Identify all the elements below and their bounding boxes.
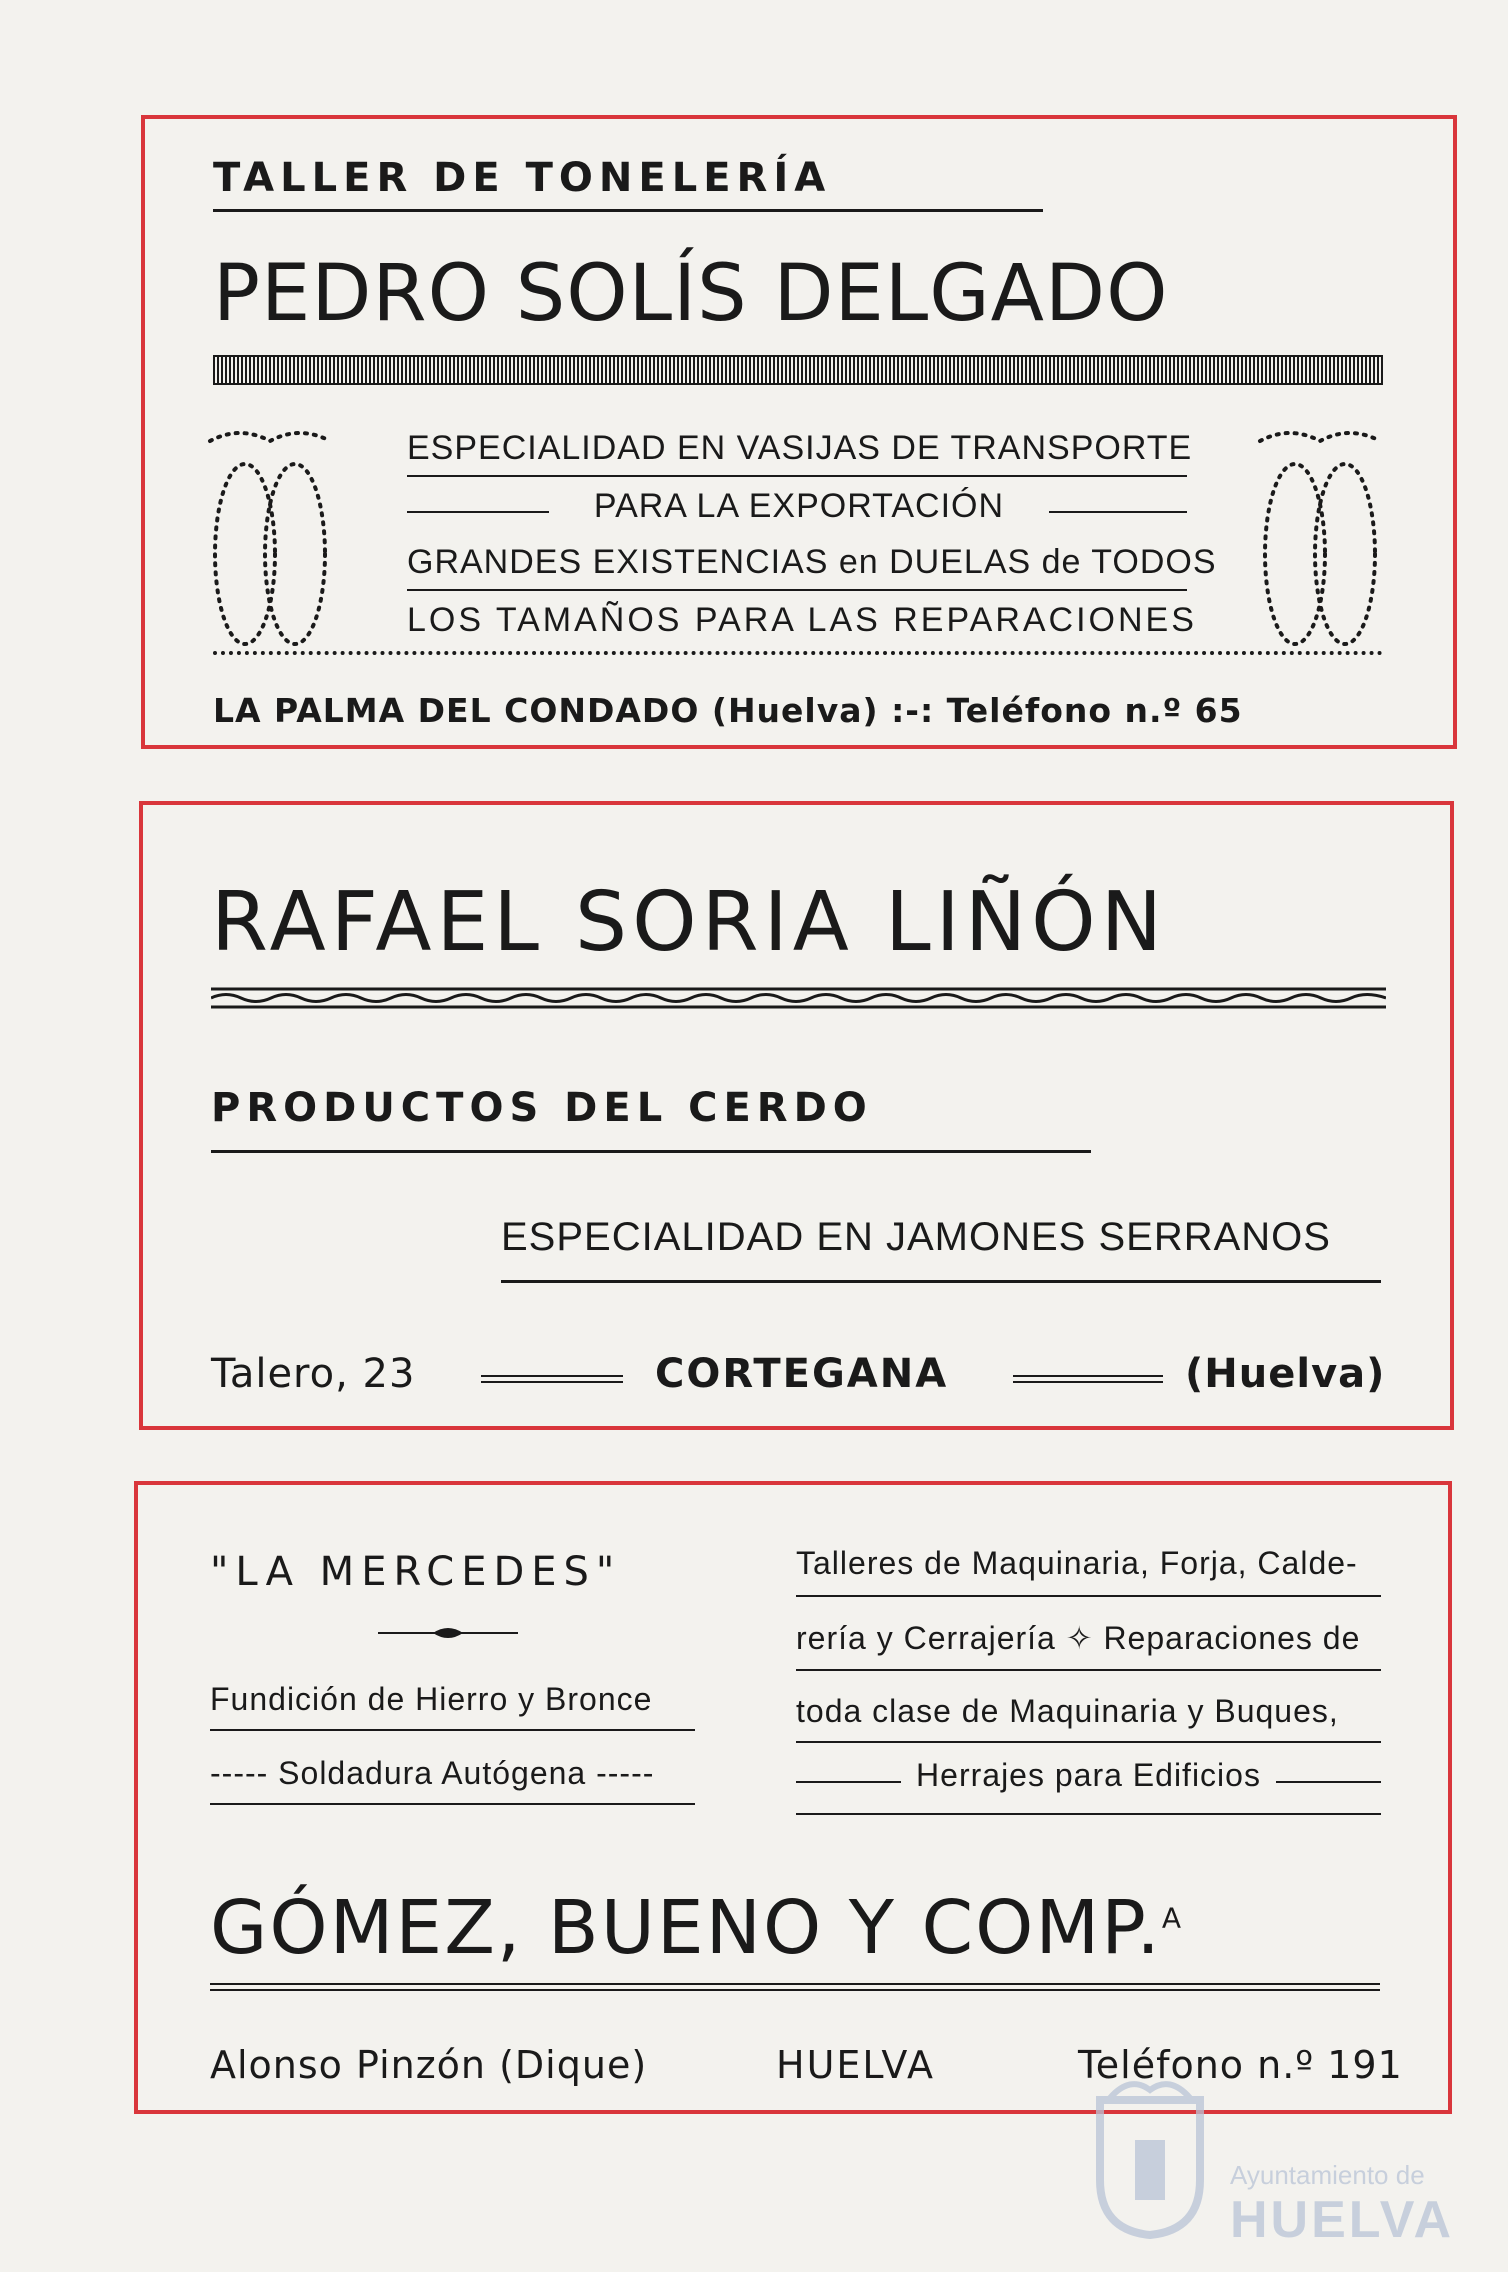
- ad1-line-1: ESPECIALIDAD EN VASIJAS DE TRANSPORTE: [407, 429, 1193, 467]
- ad3-left-line-2: ----- Soldadura Autógena -----: [210, 1755, 655, 1791]
- ad3-brand: "LA MERCEDES": [210, 1549, 622, 1595]
- city-seal-icon: [1090, 2070, 1210, 2240]
- watermark-text-1: Ayuntamiento de: [1230, 2160, 1425, 2190]
- ad3-city: HUELVA: [776, 2043, 935, 2087]
- ad3-phone: Teléfono n.º 191: [1078, 2043, 1403, 2087]
- ad3-left-line-1: Fundición de Hierro y Bronce: [210, 1681, 653, 1717]
- ad1-dotted-rule: [213, 651, 1383, 655]
- ad3-right-line-4: Herrajes para Edificios: [916, 1757, 1261, 1793]
- ad-gomez-bueno: [134, 1481, 1452, 2114]
- ad1-left-ornament: [205, 429, 335, 649]
- ad2-title: RAFAEL SORIA LIÑÓN: [211, 875, 1168, 970]
- ad3-right-line-3: toda clase de Maquinaria y Buques,: [796, 1693, 1339, 1729]
- ad1-hatched-rule: [213, 355, 1383, 385]
- ad3-title: [210, 1885, 1183, 1971]
- ad1-line-2: PARA LA EXPORTACIÓN: [593, 487, 1005, 525]
- ad2-ornamental-rule: [211, 987, 1386, 1009]
- ad3-title-rule: [210, 1983, 1380, 1991]
- ad1-line-4: LOS TAMAÑOS PARA LAS REPARACIONES: [407, 601, 1197, 639]
- ad2-address: Talero, 23: [211, 1351, 416, 1397]
- ad1-line-3: GRANDES EXISTENCIAS en DUELAS de TODOS: [407, 543, 1217, 581]
- ad1-footer: LA PALMA DEL CONDADO (Huelva) :-: Teléfono n.º 65: [213, 691, 1243, 730]
- ad1-right-ornament: [1255, 429, 1385, 649]
- ad3-address: Alonso Pinzón (Dique): [210, 2043, 648, 2087]
- ad2-town: CORTEGANA: [655, 1351, 949, 1397]
- ad3-flourish: [378, 1623, 518, 1643]
- ad2-subtitle: PRODUCTOS DEL CERDO: [211, 1085, 873, 1131]
- ad3-right-line-2: rería y Cerrajería ✧ Reparaciones de: [796, 1620, 1361, 1656]
- ad2-specialty: ESPECIALIDAD EN JAMONES SERRANOS: [501, 1215, 1331, 1259]
- ad2-province: (Huelva): [1185, 1351, 1386, 1397]
- watermark-text-2: HUELVA: [1230, 2191, 1455, 2249]
- ad3-right-line-1: Talleres de Maquinaria, Forja, Calde-: [796, 1545, 1358, 1581]
- ad1-title: PEDRO SOLÍS DELGADO: [213, 249, 1169, 339]
- ad3-title-superscript: A: [1161, 1901, 1184, 1935]
- ad-tonelería: [141, 115, 1457, 749]
- ad-productos-cerdo: [139, 801, 1454, 1430]
- ad1-kicker: TALLER DE TONELERÍA: [213, 155, 832, 201]
- ad3-title-text: GÓMEZ, BUENO Y COMP.: [210, 1885, 1162, 1971]
